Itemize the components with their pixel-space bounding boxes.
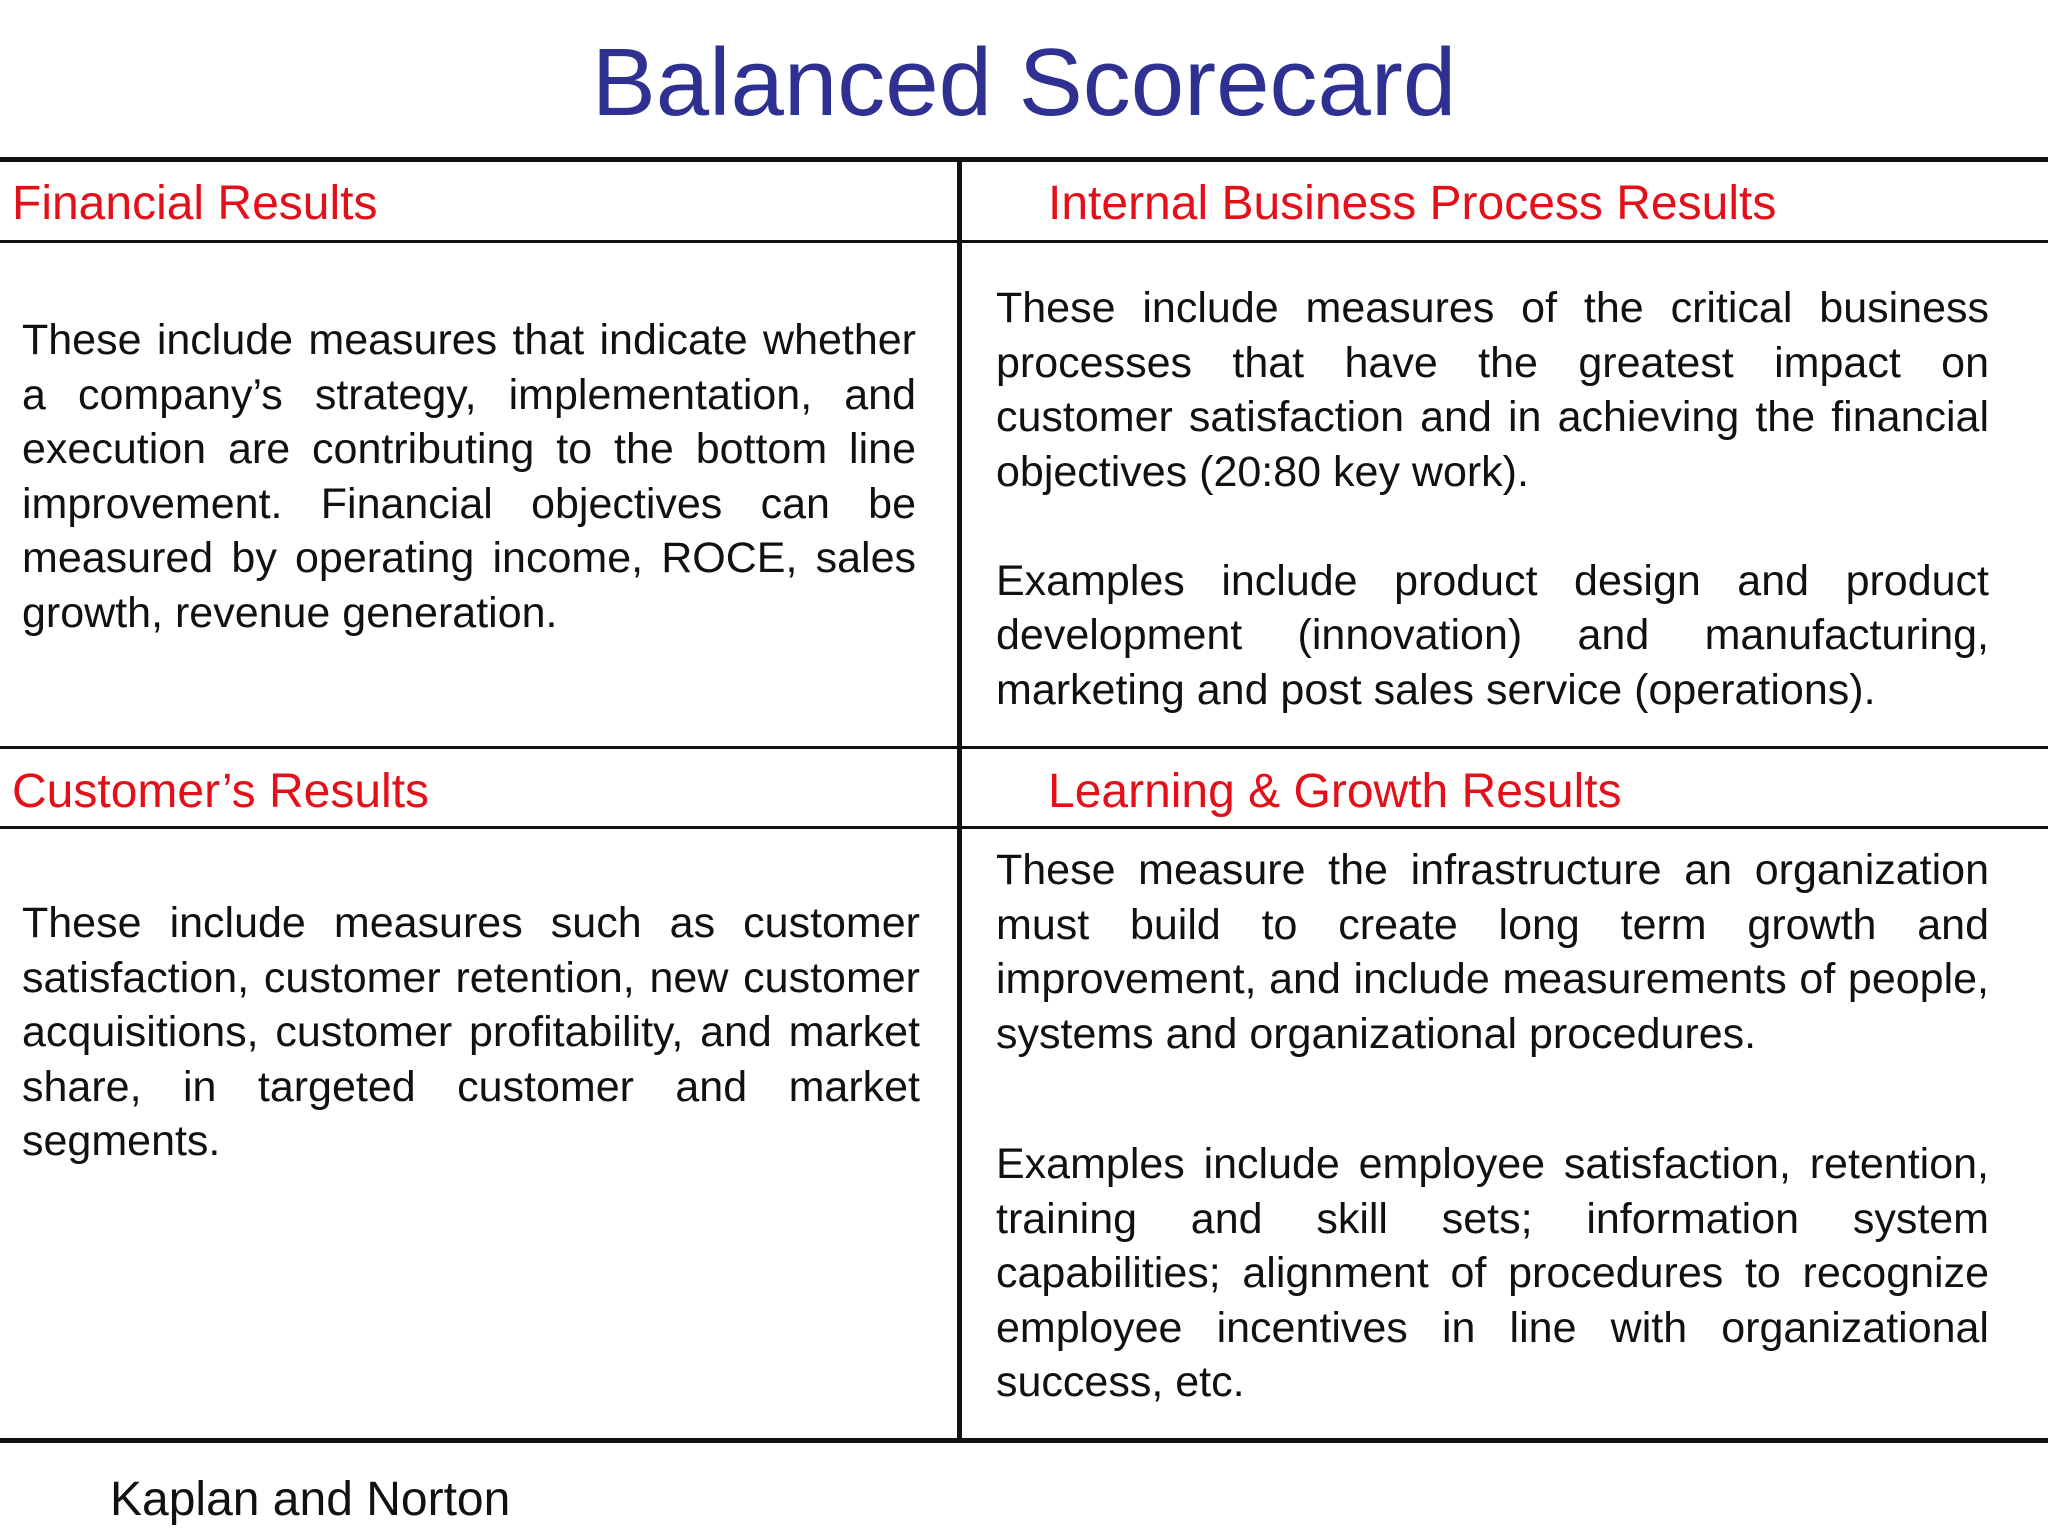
internal-process-results-text: [996, 281, 1989, 717]
attribution-footer: Kaplan and Norton: [110, 1473, 511, 1526]
page-title: Balanced Scorecard: [591, 29, 1457, 136]
header-row-divider-bottom: [0, 826, 2048, 829]
learning-growth-results-text: [996, 843, 1989, 1410]
table-bottom-border: [0, 1438, 2048, 1443]
customer-paragraph-1: These include measures such as customer satisfaction, customer retention, new customer acquisitions, customer profitability, and market share, in targeted customer and market segments.: [22, 899, 920, 1165]
table-top-border: [0, 157, 2048, 162]
learning-paragraph-2: Examples include employee satisfaction, retention, training and skill sets; information system capabilities; alignment of procedures to recognize employee incentives in line with organizational success, etc.: [996, 1140, 1989, 1406]
financial-paragraph-1: These include measures that indicate whether a company’s strategy, implementation, and execution are contributing to the bottom line improvement. Financial objectives can be measured by operating income, ROCE, sales growth, revenue generation.: [22, 316, 916, 637]
header-row-divider-top: [0, 240, 2048, 243]
internal-process-results-heading: Internal Business Process Results: [1048, 177, 1777, 230]
row-divider-middle: [0, 746, 2048, 749]
learning-paragraph-1: These measure the infrastructure an organization must build to create long term growth and improvement, and include measurements of people, systems and organizational procedures.: [996, 846, 1989, 1058]
customer-results-text: [22, 896, 920, 1169]
learning-growth-results-heading: Learning & Growth Results: [1048, 765, 1622, 818]
financial-results-text: [22, 313, 916, 640]
financial-results-heading: Financial Results: [12, 177, 378, 230]
column-divider: [957, 157, 962, 1443]
internal-paragraph-1: These include measures of the critical business processes that have the greatest impact on customer satisfaction and in achieving the financial objectives (20:80 key work).: [996, 284, 1989, 496]
customer-results-heading: Customer’s Results: [12, 765, 430, 818]
internal-paragraph-2: Examples include product design and product development (innovation) and manufacturing, marketing and post sales service (operations).: [996, 556, 1989, 714]
